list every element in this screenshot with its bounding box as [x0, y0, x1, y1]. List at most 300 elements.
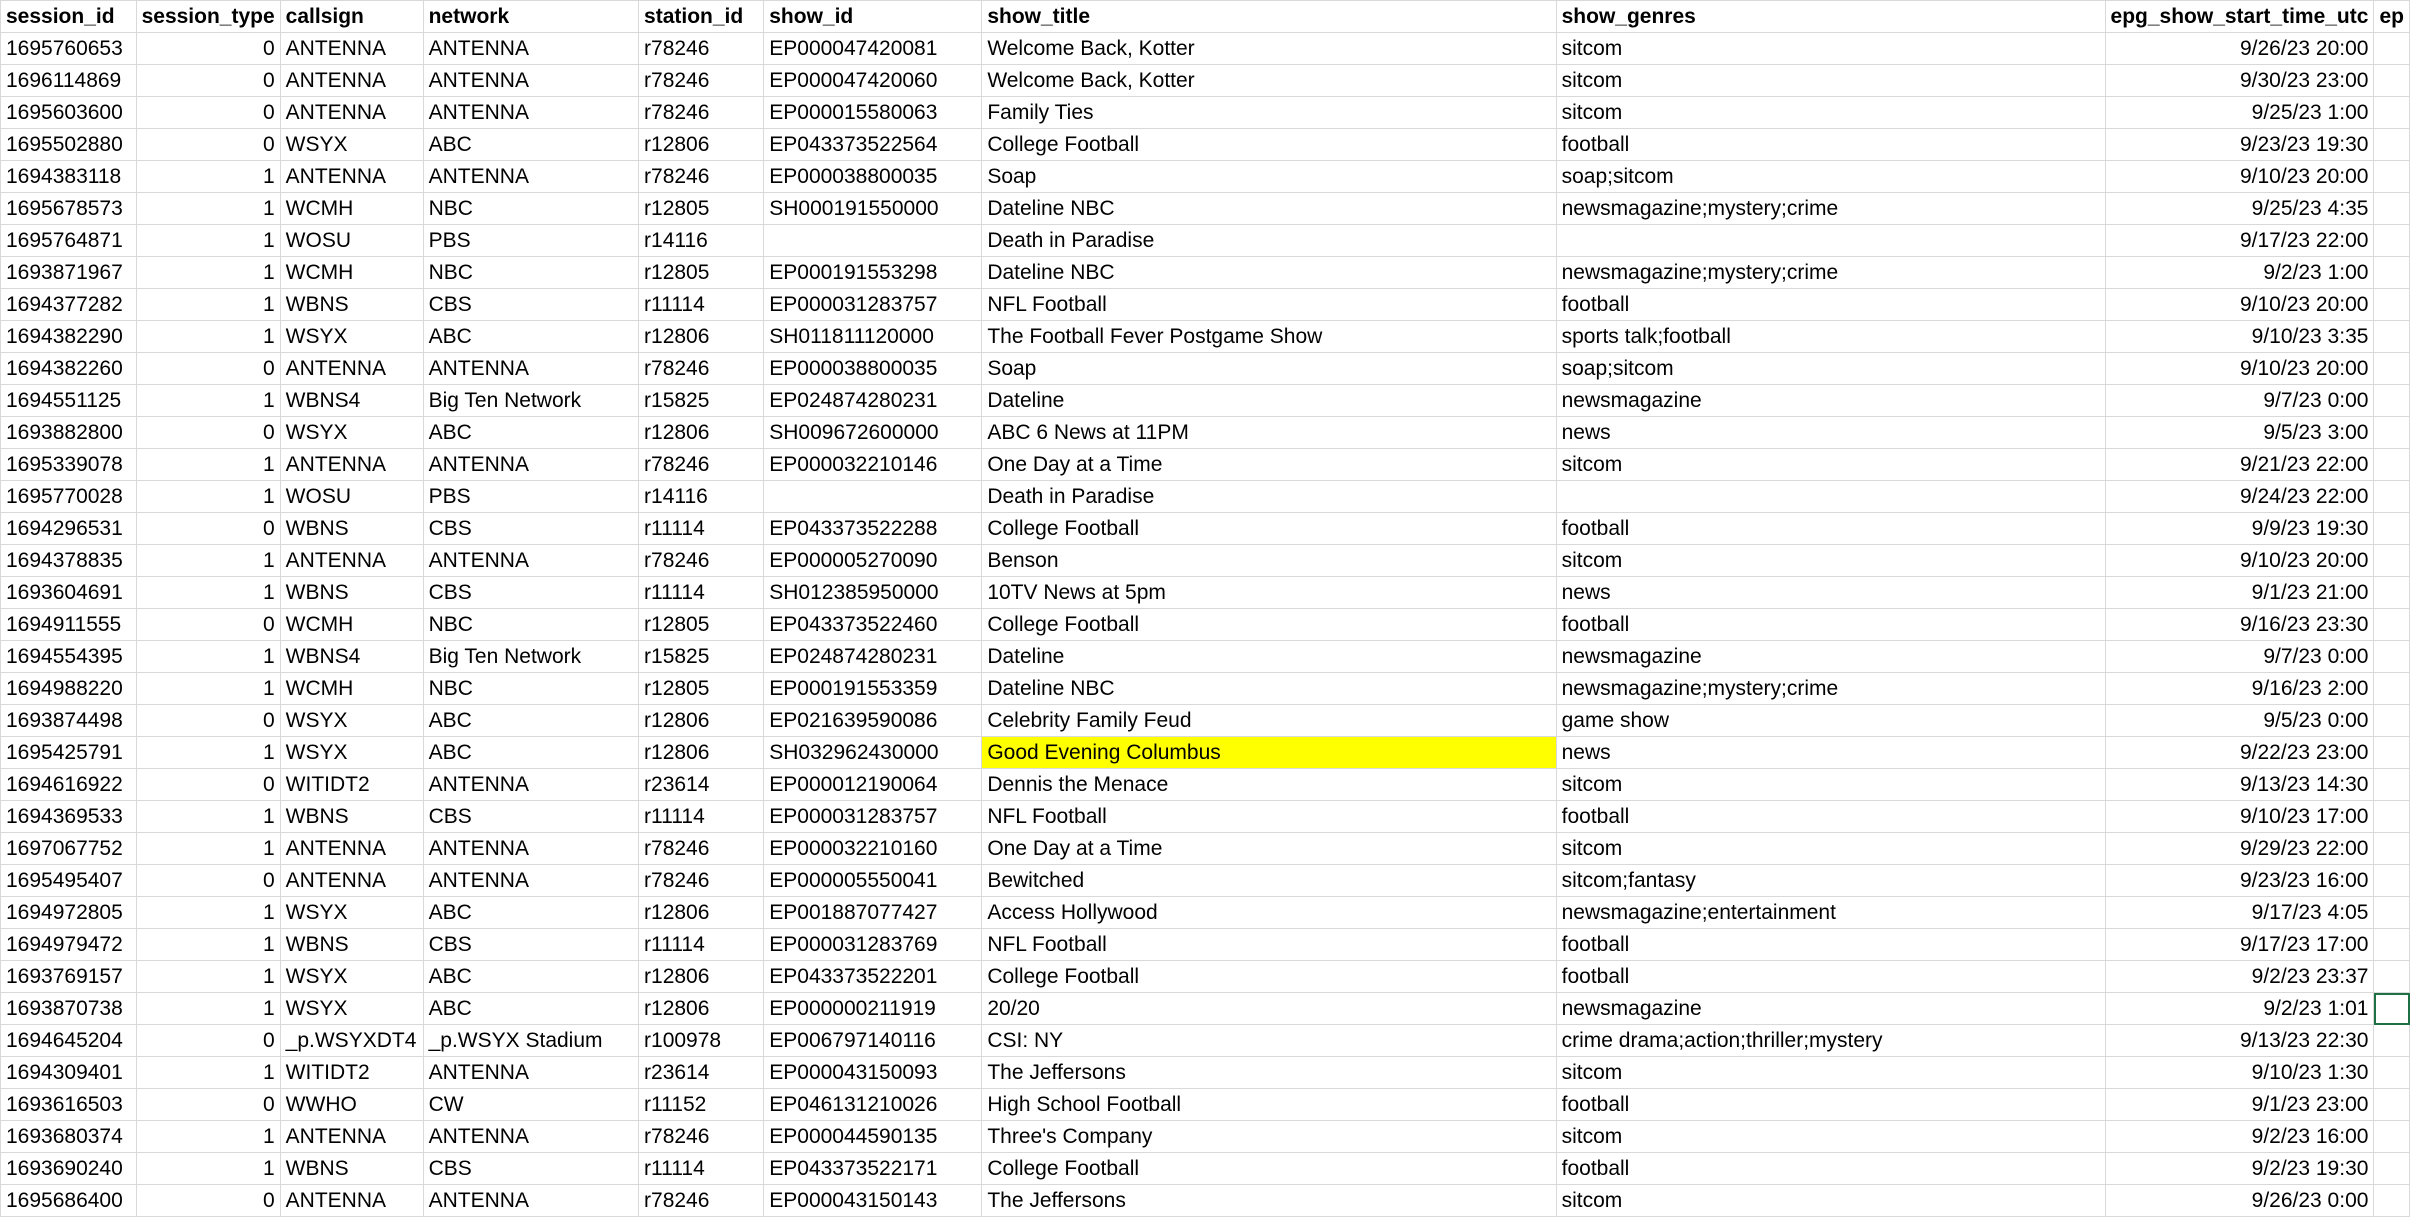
cell-ep[interactable]	[2374, 1089, 2410, 1121]
cell-epg_show_start_time_utc[interactable]: 9/16/23 2:00	[2105, 673, 2374, 705]
cell-session_type[interactable]: 1	[136, 449, 280, 481]
cell-epg_show_start_time_utc[interactable]: 9/25/23 1:00	[2105, 97, 2374, 129]
cell-network[interactable]: ANTENNA	[423, 65, 638, 97]
cell-show_title[interactable]: Welcome Back, Kotter	[982, 65, 1556, 97]
cell-session_type[interactable]: 0	[136, 353, 280, 385]
cell-ep[interactable]	[2374, 129, 2410, 161]
cell-show_genres[interactable]: crime drama;action;thriller;mystery	[1556, 1025, 2105, 1057]
cell-show_id[interactable]: SH000191550000	[764, 193, 982, 225]
cell-session_type[interactable]: 1	[136, 993, 280, 1025]
cell-ep[interactable]	[2374, 513, 2410, 545]
cell-ep[interactable]	[2374, 545, 2410, 577]
column-header-show_genres[interactable]: show_genres	[1556, 1, 2105, 33]
column-header-epg_show_start_time_utc[interactable]: epg_show_start_time_utc	[2105, 1, 2374, 33]
cell-show_id[interactable]: EP000031283769	[764, 929, 982, 961]
cell-session_id[interactable]: 1696114869	[1, 65, 137, 97]
cell-show_title[interactable]: CSI: NY	[982, 1025, 1556, 1057]
cell-station_id[interactable]: r12806	[639, 417, 764, 449]
cell-station_id[interactable]: r78246	[639, 1185, 764, 1217]
cell-show_genres[interactable]: sitcom	[1556, 449, 2105, 481]
cell-show_id[interactable]: EP006797140116	[764, 1025, 982, 1057]
cell-ep[interactable]	[2374, 897, 2410, 929]
cell-callsign[interactable]: WCMH	[280, 609, 423, 641]
cell-ep[interactable]	[2374, 641, 2410, 673]
cell-ep[interactable]	[2374, 481, 2410, 513]
cell-epg_show_start_time_utc[interactable]: 9/23/23 19:30	[2105, 129, 2374, 161]
cell-session_id[interactable]: 1694378835	[1, 545, 137, 577]
cell-callsign[interactable]: ANTENNA	[280, 161, 423, 193]
cell-show_title[interactable]: 20/20	[982, 993, 1556, 1025]
cell-session_type[interactable]: 0	[136, 865, 280, 897]
cell-show_genres[interactable]: soap;sitcom	[1556, 353, 2105, 385]
cell-session_id[interactable]: 1693871967	[1, 257, 137, 289]
column-header-show_title[interactable]: show_title	[982, 1, 1556, 33]
cell-callsign[interactable]: WSYX	[280, 961, 423, 993]
cell-session_id[interactable]: 1694382260	[1, 353, 137, 385]
cell-network[interactable]: PBS	[423, 225, 638, 257]
cell-callsign[interactable]: ANTENNA	[280, 865, 423, 897]
cell-station_id[interactable]: r12806	[639, 961, 764, 993]
cell-show_genres[interactable]: sitcom	[1556, 1057, 2105, 1089]
cell-show_genres[interactable]: sitcom	[1556, 65, 2105, 97]
cell-session_id[interactable]: 1693680374	[1, 1121, 137, 1153]
cell-show_id[interactable]: EP043373522171	[764, 1153, 982, 1185]
cell-ep[interactable]	[2374, 1057, 2410, 1089]
cell-show_genres[interactable]: sitcom	[1556, 545, 2105, 577]
cell-epg_show_start_time_utc[interactable]: 9/13/23 22:30	[2105, 1025, 2374, 1057]
cell-callsign[interactable]: WBNS	[280, 289, 423, 321]
cell-callsign[interactable]: ANTENNA	[280, 353, 423, 385]
cell-callsign[interactable]: ANTENNA	[280, 833, 423, 865]
cell-show_id[interactable]: EP001887077427	[764, 897, 982, 929]
cell-ep[interactable]	[2374, 97, 2410, 129]
cell-show_title[interactable]: Soap	[982, 161, 1556, 193]
cell-network[interactable]: ABC	[423, 737, 638, 769]
cell-show_id[interactable]: EP000012190064	[764, 769, 982, 801]
cell-show_id[interactable]: EP000005550041	[764, 865, 982, 897]
cell-epg_show_start_time_utc[interactable]: 9/16/23 23:30	[2105, 609, 2374, 641]
cell-session_id[interactable]: 1694309401	[1, 1057, 137, 1089]
cell-session_id[interactable]: 1695686400	[1, 1185, 137, 1217]
cell-session_type[interactable]: 1	[136, 289, 280, 321]
cell-session_type[interactable]: 1	[136, 1153, 280, 1185]
cell-show_genres[interactable]: news	[1556, 737, 2105, 769]
cell-callsign[interactable]: WWHO	[280, 1089, 423, 1121]
cell-show_id[interactable]: EP000191553298	[764, 257, 982, 289]
active-cell[interactable]	[2374, 993, 2410, 1025]
cell-show_id[interactable]: EP000000211919	[764, 993, 982, 1025]
cell-show_title[interactable]: NFL Football	[982, 289, 1556, 321]
cell-network[interactable]: ABC	[423, 417, 638, 449]
cell-session_id[interactable]: 1693870738	[1, 993, 137, 1025]
cell-station_id[interactable]: r11114	[639, 929, 764, 961]
cell-station_id[interactable]: r78246	[639, 33, 764, 65]
cell-show_id[interactable]: EP043373522201	[764, 961, 982, 993]
cell-station_id[interactable]: r23614	[639, 769, 764, 801]
cell-callsign[interactable]: ANTENNA	[280, 545, 423, 577]
cell-callsign[interactable]: WCMH	[280, 257, 423, 289]
cell-session_id[interactable]: 1694972805	[1, 897, 137, 929]
cell-show_id[interactable]	[764, 481, 982, 513]
cell-station_id[interactable]: r12805	[639, 257, 764, 289]
cell-session_type[interactable]: 0	[136, 609, 280, 641]
cell-show_id[interactable]: SH011811120000	[764, 321, 982, 353]
cell-network[interactable]: PBS	[423, 481, 638, 513]
cell-epg_show_start_time_utc[interactable]: 9/26/23 20:00	[2105, 33, 2374, 65]
cell-network[interactable]: ANTENNA	[423, 353, 638, 385]
cell-session_id[interactable]: 1695502880	[1, 129, 137, 161]
cell-session_type[interactable]: 0	[136, 1185, 280, 1217]
cell-show_genres[interactable]: newsmagazine;entertainment	[1556, 897, 2105, 929]
cell-session_type[interactable]: 1	[136, 385, 280, 417]
cell-epg_show_start_time_utc[interactable]: 9/2/23 1:01	[2105, 993, 2374, 1025]
cell-epg_show_start_time_utc[interactable]: 9/13/23 14:30	[2105, 769, 2374, 801]
cell-ep[interactable]	[2374, 193, 2410, 225]
cell-session_type[interactable]: 1	[136, 161, 280, 193]
cell-show_title[interactable]: Death in Paradise	[982, 481, 1556, 513]
cell-station_id[interactable]: r14116	[639, 481, 764, 513]
cell-network[interactable]: Big Ten Network	[423, 385, 638, 417]
cell-callsign[interactable]: ANTENNA	[280, 33, 423, 65]
cell-show_id[interactable]	[764, 225, 982, 257]
cell-show_id[interactable]: EP043373522460	[764, 609, 982, 641]
cell-show_title[interactable]: High School Football	[982, 1089, 1556, 1121]
column-header-show_id[interactable]: show_id	[764, 1, 982, 33]
cell-session_id[interactable]: 1694988220	[1, 673, 137, 705]
cell-show_id[interactable]: EP043373522564	[764, 129, 982, 161]
cell-show_id[interactable]: EP000032210160	[764, 833, 982, 865]
cell-network[interactable]: NBC	[423, 193, 638, 225]
cell-show_title[interactable]: Access Hollywood	[982, 897, 1556, 929]
cell-show_genres[interactable]: football	[1556, 513, 2105, 545]
cell-network[interactable]: CBS	[423, 577, 638, 609]
cell-show_title[interactable]: Bewitched	[982, 865, 1556, 897]
cell-show_title[interactable]: Dateline NBC	[982, 193, 1556, 225]
cell-session_type[interactable]: 0	[136, 769, 280, 801]
cell-epg_show_start_time_utc[interactable]: 9/17/23 22:00	[2105, 225, 2374, 257]
cell-network[interactable]: ANTENNA	[423, 33, 638, 65]
cell-ep[interactable]	[2374, 833, 2410, 865]
cell-show_title[interactable]: Soap	[982, 353, 1556, 385]
cell-network[interactable]: ANTENNA	[423, 1185, 638, 1217]
cell-session_type[interactable]: 1	[136, 1121, 280, 1153]
cell-session_id[interactable]: 1693874498	[1, 705, 137, 737]
cell-network[interactable]: Big Ten Network	[423, 641, 638, 673]
cell-station_id[interactable]: r78246	[639, 1121, 764, 1153]
cell-station_id[interactable]: r78246	[639, 449, 764, 481]
cell-show_id[interactable]: EP000043150093	[764, 1057, 982, 1089]
cell-show_title[interactable]: Family Ties	[982, 97, 1556, 129]
cell-show_title[interactable]: Dateline	[982, 385, 1556, 417]
cell-network[interactable]: ANTENNA	[423, 545, 638, 577]
cell-show_title[interactable]: The Jeffersons	[982, 1185, 1556, 1217]
cell-show_genres[interactable]: soap;sitcom	[1556, 161, 2105, 193]
cell-network[interactable]: CW	[423, 1089, 638, 1121]
cell-show_id[interactable]: SH032962430000	[764, 737, 982, 769]
cell-show_genres[interactable]: news	[1556, 417, 2105, 449]
cell-callsign[interactable]: WSYX	[280, 897, 423, 929]
cell-show_title[interactable]: The Football Fever Postgame Show	[982, 321, 1556, 353]
cell-session_type[interactable]: 1	[136, 961, 280, 993]
cell-show_title[interactable]: One Day at a Time	[982, 833, 1556, 865]
cell-show_genres[interactable]	[1556, 481, 2105, 513]
cell-station_id[interactable]: r12806	[639, 321, 764, 353]
cell-session_id[interactable]: 1695495407	[1, 865, 137, 897]
cell-ep[interactable]	[2374, 33, 2410, 65]
cell-station_id[interactable]: r78246	[639, 97, 764, 129]
cell-callsign[interactable]: WITIDT2	[280, 769, 423, 801]
cell-session_type[interactable]: 0	[136, 705, 280, 737]
cell-show_title[interactable]: Dateline	[982, 641, 1556, 673]
cell-station_id[interactable]: r78246	[639, 353, 764, 385]
cell-show_id[interactable]: SH009672600000	[764, 417, 982, 449]
cell-epg_show_start_time_utc[interactable]: 9/10/23 20:00	[2105, 545, 2374, 577]
cell-session_id[interactable]: 1695425791	[1, 737, 137, 769]
cell-epg_show_start_time_utc[interactable]: 9/5/23 0:00	[2105, 705, 2374, 737]
cell-epg_show_start_time_utc[interactable]: 9/17/23 4:05	[2105, 897, 2374, 929]
cell-callsign[interactable]: WBNS	[280, 513, 423, 545]
cell-show_id[interactable]: EP000005270090	[764, 545, 982, 577]
cell-session_type[interactable]: 0	[136, 1025, 280, 1057]
column-header-network[interactable]: network	[423, 1, 638, 33]
cell-callsign[interactable]: WCMH	[280, 193, 423, 225]
cell-callsign[interactable]: WSYX	[280, 737, 423, 769]
cell-network[interactable]: ABC	[423, 129, 638, 161]
cell-epg_show_start_time_utc[interactable]: 9/25/23 4:35	[2105, 193, 2374, 225]
cell-ep[interactable]	[2374, 353, 2410, 385]
cell-show_title[interactable]: College Football	[982, 513, 1556, 545]
cell-show_id[interactable]: EP000047420060	[764, 65, 982, 97]
cell-session_type[interactable]: 1	[136, 801, 280, 833]
cell-session_type[interactable]: 0	[136, 513, 280, 545]
cell-show_id[interactable]: EP000031283757	[764, 289, 982, 321]
cell-session_type[interactable]: 0	[136, 1089, 280, 1121]
column-header-station_id[interactable]: station_id	[639, 1, 764, 33]
cell-ep[interactable]	[2374, 257, 2410, 289]
cell-show_id[interactable]: EP000038800035	[764, 161, 982, 193]
cell-ep[interactable]	[2374, 929, 2410, 961]
cell-show_id[interactable]: EP000015580063	[764, 97, 982, 129]
cell-show_genres[interactable]: game show	[1556, 705, 2105, 737]
cell-show_genres[interactable]: news	[1556, 577, 2105, 609]
cell-epg_show_start_time_utc[interactable]: 9/2/23 19:30	[2105, 1153, 2374, 1185]
cell-network[interactable]: NBC	[423, 257, 638, 289]
cell-show_title[interactable]: College Football	[982, 961, 1556, 993]
cell-show_title[interactable]: Death in Paradise	[982, 225, 1556, 257]
cell-ep[interactable]	[2374, 737, 2410, 769]
cell-callsign[interactable]: WBNS	[280, 801, 423, 833]
cell-show_genres[interactable]: football	[1556, 929, 2105, 961]
cell-show_id[interactable]: EP000043150143	[764, 1185, 982, 1217]
cell-callsign[interactable]: ANTENNA	[280, 97, 423, 129]
cell-callsign[interactable]: WBNS	[280, 577, 423, 609]
cell-network[interactable]: ANTENNA	[423, 97, 638, 129]
cell-ep[interactable]	[2374, 417, 2410, 449]
cell-epg_show_start_time_utc[interactable]: 9/10/23 17:00	[2105, 801, 2374, 833]
cell-show_genres[interactable]: sitcom;fantasy	[1556, 865, 2105, 897]
cell-callsign[interactable]: WSYX	[280, 417, 423, 449]
cell-network[interactable]: ANTENNA	[423, 1057, 638, 1089]
cell-show_genres[interactable]: newsmagazine;mystery;crime	[1556, 257, 2105, 289]
cell-session_type[interactable]: 1	[136, 641, 280, 673]
cell-session_type[interactable]: 1	[136, 929, 280, 961]
cell-epg_show_start_time_utc[interactable]: 9/5/23 3:00	[2105, 417, 2374, 449]
cell-show_genres[interactable]: sitcom	[1556, 833, 2105, 865]
cell-station_id[interactable]: r12806	[639, 897, 764, 929]
cell-show_title[interactable]: College Football	[982, 1153, 1556, 1185]
cell-callsign[interactable]: WSYX	[280, 993, 423, 1025]
cell-show_title[interactable]: One Day at a Time	[982, 449, 1556, 481]
column-header-callsign[interactable]: callsign	[280, 1, 423, 33]
cell-station_id[interactable]: r15825	[639, 385, 764, 417]
cell-session_id[interactable]: 1695760653	[1, 33, 137, 65]
cell-session_type[interactable]: 1	[136, 257, 280, 289]
cell-station_id[interactable]: r11114	[639, 577, 764, 609]
cell-station_id[interactable]: r15825	[639, 641, 764, 673]
cell-show_genres[interactable]: sitcom	[1556, 33, 2105, 65]
cell-network[interactable]: ABC	[423, 993, 638, 1025]
cell-network[interactable]: ANTENNA	[423, 865, 638, 897]
cell-show_title[interactable]: Three's Company	[982, 1121, 1556, 1153]
cell-network[interactable]: NBC	[423, 673, 638, 705]
cell-network[interactable]: CBS	[423, 513, 638, 545]
cell-session_type[interactable]: 1	[136, 321, 280, 353]
cell-callsign[interactable]: WCMH	[280, 673, 423, 705]
cell-callsign[interactable]: WBNS4	[280, 641, 423, 673]
cell-network[interactable]: CBS	[423, 929, 638, 961]
cell-ep[interactable]	[2374, 225, 2410, 257]
cell-network[interactable]: ANTENNA	[423, 449, 638, 481]
cell-station_id[interactable]: r12805	[639, 193, 764, 225]
cell-session_id[interactable]: 1697067752	[1, 833, 137, 865]
cell-session_type[interactable]: 1	[136, 545, 280, 577]
cell-epg_show_start_time_utc[interactable]: 9/10/23 20:00	[2105, 289, 2374, 321]
cell-ep[interactable]	[2374, 385, 2410, 417]
cell-epg_show_start_time_utc[interactable]: 9/22/23 23:00	[2105, 737, 2374, 769]
cell-network[interactable]: ANTENNA	[423, 833, 638, 865]
cell-network[interactable]: NBC	[423, 609, 638, 641]
cell-show_genres[interactable]: football	[1556, 609, 2105, 641]
cell-callsign[interactable]: ANTENNA	[280, 1185, 423, 1217]
cell-callsign[interactable]: WBNS	[280, 929, 423, 961]
cell-session_type[interactable]: 0	[136, 97, 280, 129]
cell-epg_show_start_time_utc[interactable]: 9/24/23 22:00	[2105, 481, 2374, 513]
cell-show_genres[interactable]: football	[1556, 1153, 2105, 1185]
cell-station_id[interactable]: r11114	[639, 513, 764, 545]
cell-ep[interactable]	[2374, 801, 2410, 833]
cell-epg_show_start_time_utc[interactable]: 9/2/23 23:37	[2105, 961, 2374, 993]
cell-network[interactable]: ANTENNA	[423, 161, 638, 193]
cell-show_title[interactable]: NFL Football	[982, 801, 1556, 833]
cell-station_id[interactable]: r78246	[639, 833, 764, 865]
cell-session_type[interactable]: 1	[136, 833, 280, 865]
cell-epg_show_start_time_utc[interactable]: 9/10/23 20:00	[2105, 353, 2374, 385]
cell-show_genres[interactable]: football	[1556, 289, 2105, 321]
cell-session_id[interactable]: 1694382290	[1, 321, 137, 353]
cell-session_id[interactable]: 1694377282	[1, 289, 137, 321]
cell-epg_show_start_time_utc[interactable]: 9/30/23 23:00	[2105, 65, 2374, 97]
cell-network[interactable]: CBS	[423, 1153, 638, 1185]
cell-session_type[interactable]: 0	[136, 129, 280, 161]
cell-session_type[interactable]: 1	[136, 225, 280, 257]
cell-ep[interactable]	[2374, 673, 2410, 705]
cell-callsign[interactable]: ANTENNA	[280, 65, 423, 97]
cell-session_type[interactable]: 1	[136, 737, 280, 769]
cell-session_type[interactable]: 1	[136, 577, 280, 609]
cell-session_id[interactable]: 1693882800	[1, 417, 137, 449]
cell-epg_show_start_time_utc[interactable]: 9/7/23 0:00	[2105, 641, 2374, 673]
cell-epg_show_start_time_utc[interactable]: 9/10/23 3:35	[2105, 321, 2374, 353]
cell-session_type[interactable]: 0	[136, 417, 280, 449]
cell-session_id[interactable]: 1694616922	[1, 769, 137, 801]
cell-session_id[interactable]: 1695339078	[1, 449, 137, 481]
cell-network[interactable]: ABC	[423, 705, 638, 737]
cell-epg_show_start_time_utc[interactable]: 9/1/23 23:00	[2105, 1089, 2374, 1121]
cell-ep[interactable]	[2374, 705, 2410, 737]
cell-show_id[interactable]: SH012385950000	[764, 577, 982, 609]
cell-network[interactable]: ABC	[423, 961, 638, 993]
cell-epg_show_start_time_utc[interactable]: 9/7/23 0:00	[2105, 385, 2374, 417]
cell-epg_show_start_time_utc[interactable]: 9/26/23 0:00	[2105, 1185, 2374, 1217]
cell-session_type[interactable]: 1	[136, 1057, 280, 1089]
cell-session_id[interactable]: 1694296531	[1, 513, 137, 545]
cell-session_id[interactable]: 1695764871	[1, 225, 137, 257]
cell-session_id[interactable]: 1694551125	[1, 385, 137, 417]
cell-show_title[interactable]: Celebrity Family Feud	[982, 705, 1556, 737]
cell-station_id[interactable]: r12805	[639, 609, 764, 641]
cell-epg_show_start_time_utc[interactable]: 9/10/23 1:30	[2105, 1057, 2374, 1089]
cell-show_id[interactable]: EP000191553359	[764, 673, 982, 705]
cell-station_id[interactable]: r12806	[639, 993, 764, 1025]
cell-ep[interactable]	[2374, 1153, 2410, 1185]
cell-show_title[interactable]: Dateline NBC	[982, 673, 1556, 705]
cell-show_title[interactable]: ABC 6 News at 11PM	[982, 417, 1556, 449]
cell-station_id[interactable]: r12805	[639, 673, 764, 705]
cell-station_id[interactable]: r11114	[639, 801, 764, 833]
cell-show_id[interactable]: EP024874280231	[764, 385, 982, 417]
cell-show_title[interactable]: 10TV News at 5pm	[982, 577, 1556, 609]
cell-show_genres[interactable]: sports talk;football	[1556, 321, 2105, 353]
cell-show_title[interactable]: The Jeffersons	[982, 1057, 1556, 1089]
cell-show_genres[interactable]: newsmagazine;mystery;crime	[1556, 193, 2105, 225]
cell-show_genres[interactable]: newsmagazine	[1556, 385, 2105, 417]
cell-show_id[interactable]: EP024874280231	[764, 641, 982, 673]
cell-show_genres[interactable]: football	[1556, 129, 2105, 161]
cell-station_id[interactable]: r78246	[639, 545, 764, 577]
cell-ep[interactable]	[2374, 609, 2410, 641]
cell-station_id[interactable]: r23614	[639, 1057, 764, 1089]
cell-session_type[interactable]: 1	[136, 897, 280, 929]
cell-show_title[interactable]: Dateline NBC	[982, 257, 1556, 289]
cell-session_type[interactable]: 1	[136, 193, 280, 225]
cell-callsign[interactable]: ANTENNA	[280, 1121, 423, 1153]
cell-epg_show_start_time_utc[interactable]: 9/2/23 1:00	[2105, 257, 2374, 289]
cell-show_title[interactable]: College Football	[982, 609, 1556, 641]
cell-callsign[interactable]: WBNS	[280, 1153, 423, 1185]
cell-show_id[interactable]: EP000047420081	[764, 33, 982, 65]
cell-ep[interactable]	[2374, 321, 2410, 353]
cell-callsign[interactable]: WSYX	[280, 321, 423, 353]
cell-callsign[interactable]: WBNS4	[280, 385, 423, 417]
cell-session_id[interactable]: 1694645204	[1, 1025, 137, 1057]
cell-station_id[interactable]: r14116	[639, 225, 764, 257]
cell-epg_show_start_time_utc[interactable]: 9/2/23 16:00	[2105, 1121, 2374, 1153]
cell-show_genres[interactable]: sitcom	[1556, 97, 2105, 129]
cell-show_title[interactable]: College Football	[982, 129, 1556, 161]
cell-session_id[interactable]: 1694554395	[1, 641, 137, 673]
cell-session_id[interactable]: 1693690240	[1, 1153, 137, 1185]
cell-session_id[interactable]: 1694911555	[1, 609, 137, 641]
